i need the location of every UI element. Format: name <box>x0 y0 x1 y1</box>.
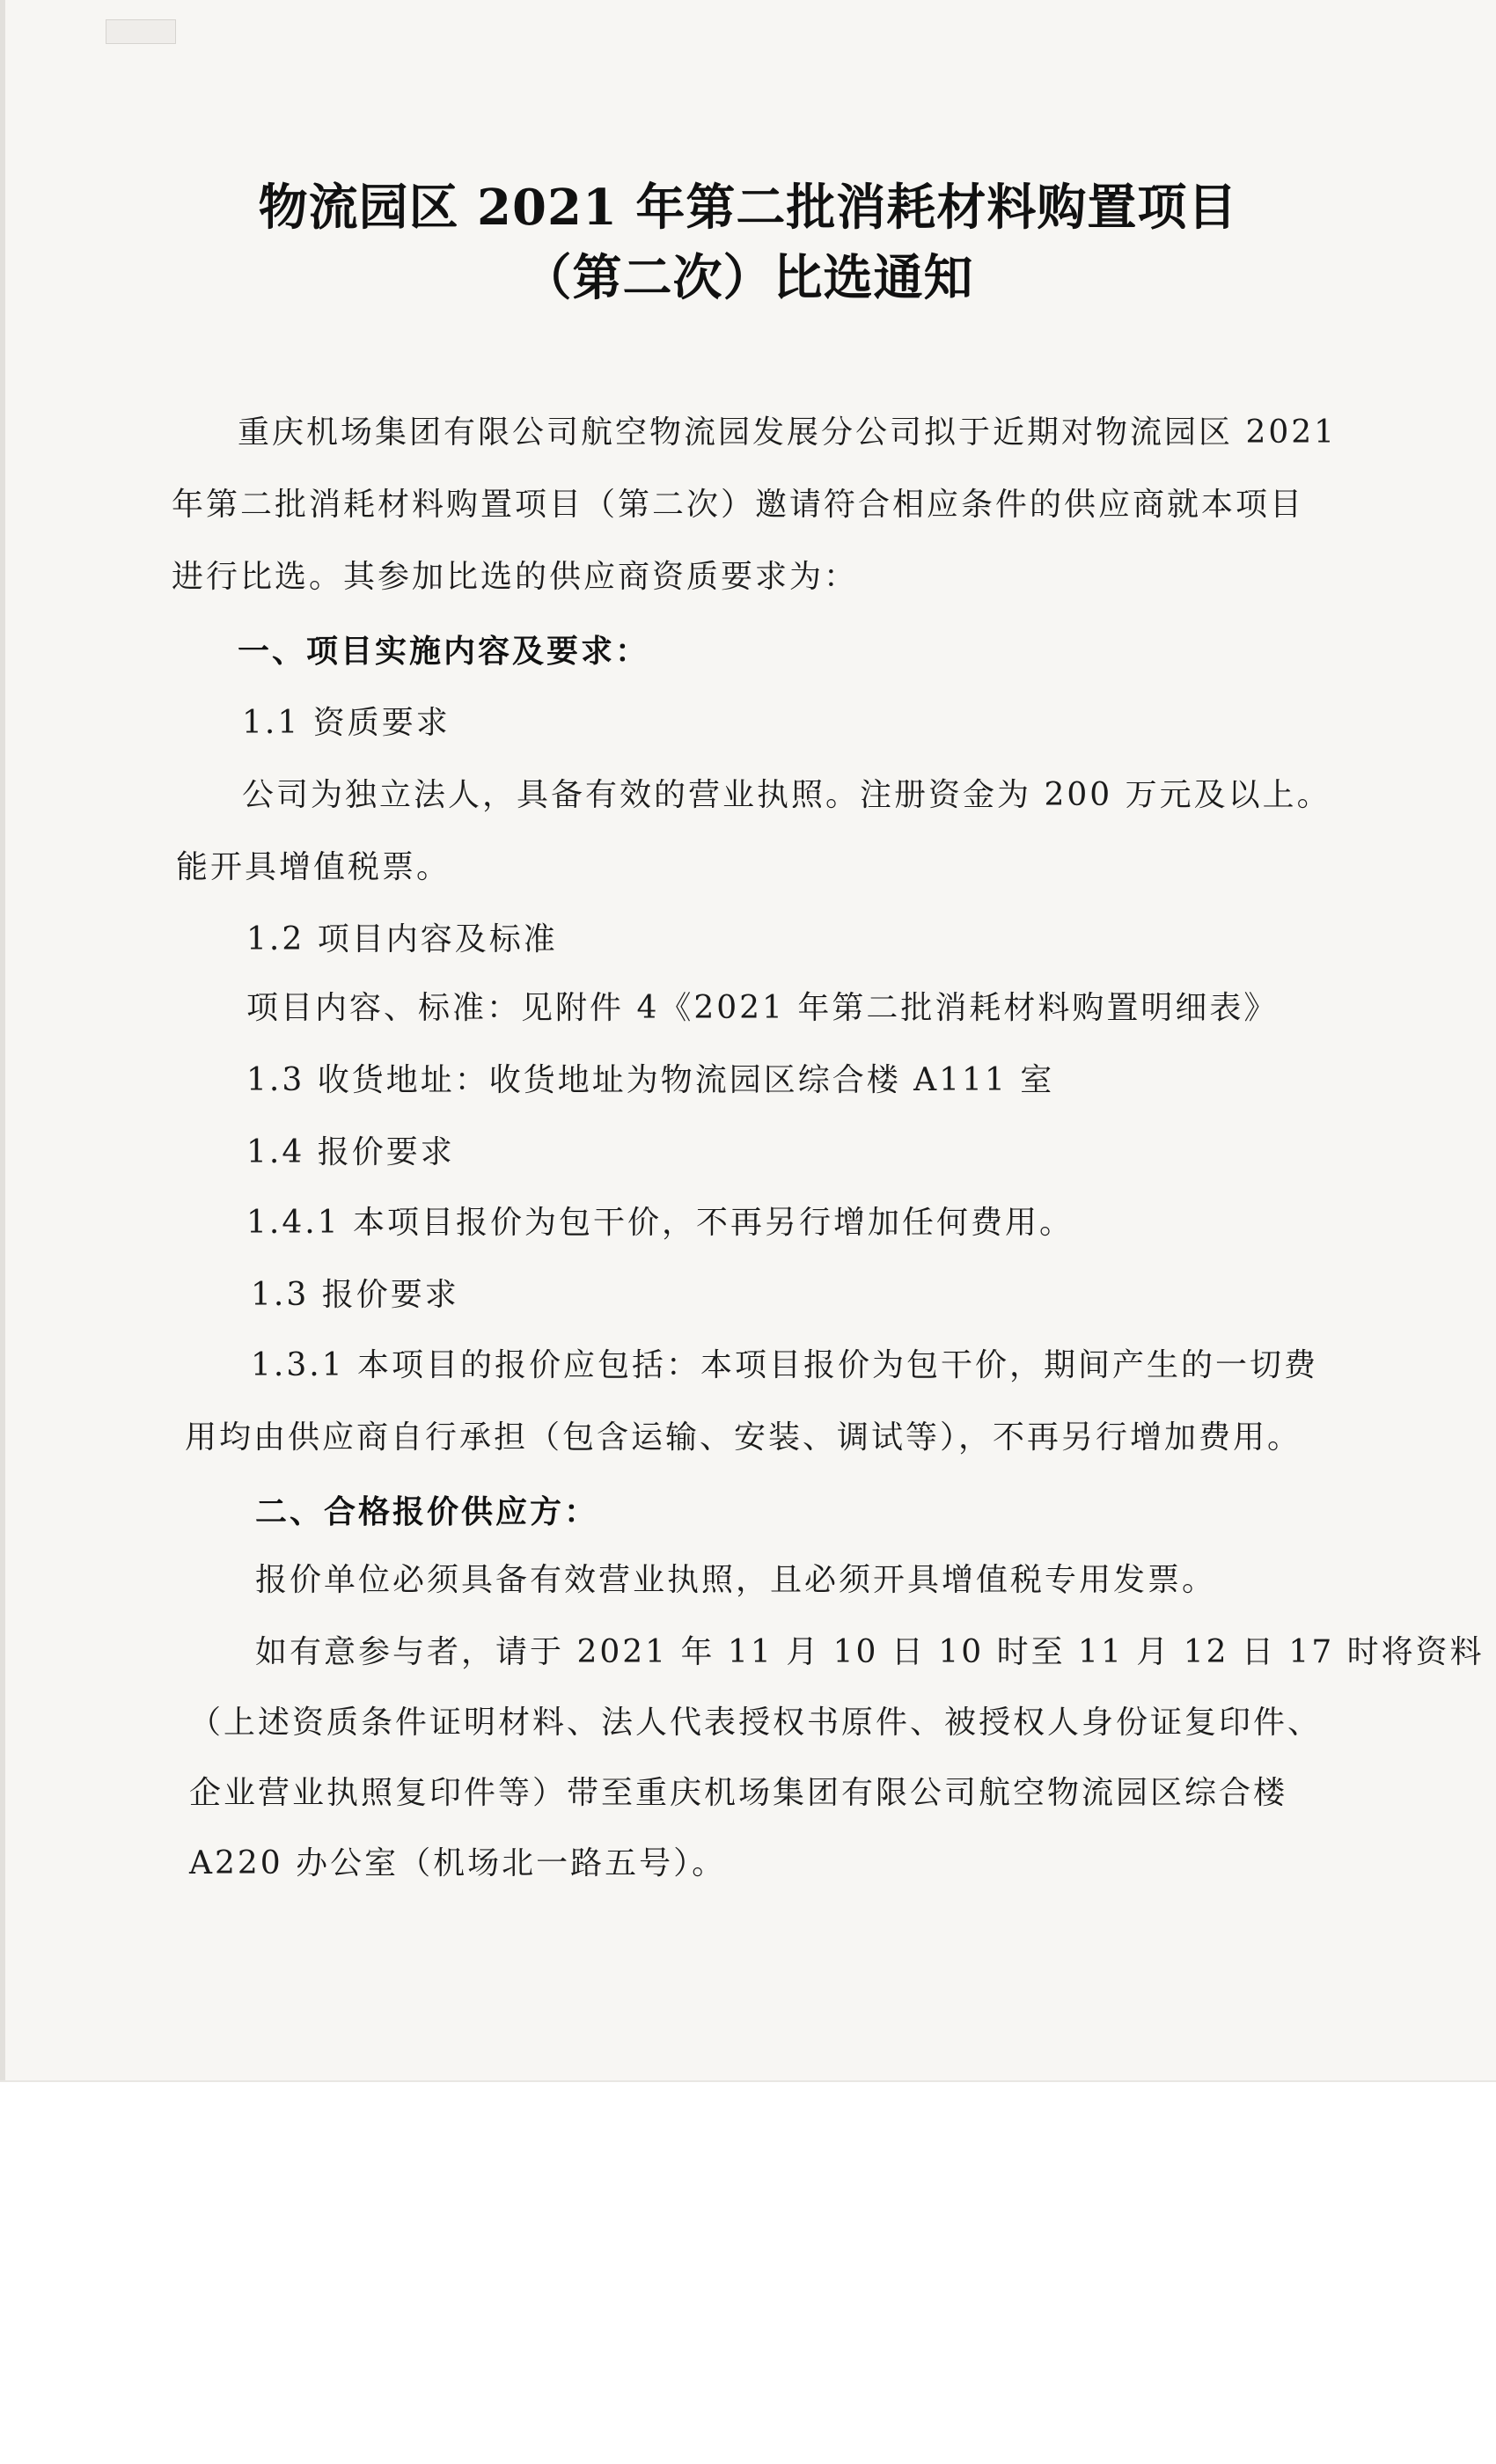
section-1-heading: 一、项目实施内容及要求： <box>238 633 650 670</box>
section-2-text-2-line-2: （上述资质条件证明材料、法人代表授权书原件、被授权人身份证复印件、 <box>189 1705 1323 1741</box>
scan-stamp-mark <box>106 19 176 44</box>
section-1-3-1-line-1: 1.3.1 本项目的报价应包括：本项目报价为包干价，期间产生的一切费 <box>251 1347 1319 1383</box>
section-1-2-text: 项目内容、标准：见附件 4《2021 年第二批消耗材料购置明细表》 <box>246 990 1279 1026</box>
intro-line-2: 年第二批消耗材料购置项目（第二次）邀请符合相应条件的供应商就本项目 <box>172 487 1305 523</box>
intro-line-1: 重庆机场集团有限公司航空物流园发展分公司拟于近期对物流园区 2021 <box>238 414 1338 451</box>
scan-edge <box>0 0 5 2081</box>
document-title-line-2: （第二次）比选通知 <box>522 249 974 307</box>
document-title-line-1: 物流园区 2021 年第二批消耗材料购置项目 <box>258 179 1238 237</box>
section-2-text-2-line-3: 企业营业执照复印件等）带至重庆机场集团有限公司航空物流园区综合楼 <box>189 1775 1288 1811</box>
section-1-1-text-line-1: 公司为独立法人，具备有效的营业执照。注册资金为 200 万元及以上。 <box>242 777 1331 813</box>
scan-bottom-edge <box>0 2080 1496 2082</box>
section-2-heading: 二、合格报价供应方： <box>255 1493 599 1530</box>
section-1-3-1-line-2: 用均由供应商自行承担（包含运输、安装、调试等），不再另行增加费用。 <box>185 1419 1302 1456</box>
section-2-text-2-line-4: A220 办公室（机场北一路五号）。 <box>189 1845 727 1881</box>
section-1-1-heading: 1.1 资质要求 <box>242 705 451 741</box>
intro-line-3: 进行比选。其参加比选的供应商资质要求为： <box>172 559 859 595</box>
section-1-2-heading: 1.2 项目内容及标准 <box>246 921 558 957</box>
section-2-text-1: 报价单位必须具备有效营业执照，且必须开具增值税专用发票。 <box>255 1562 1217 1598</box>
section-1-4-1-text: 1.4.1 本项目报价为包干价，不再另行增加任何费用。 <box>246 1205 1074 1241</box>
section-1-3b-heading: 1.3 报价要求 <box>251 1277 459 1313</box>
section-1-4-heading: 1.4 报价要求 <box>246 1134 455 1170</box>
section-2-text-2-line-1: 如有意参与者，请于 2021 年 11 月 10 日 10 时至 11 月 12 日 17 时将资料 <box>255 1634 1485 1670</box>
section-1-3-address: 1.3 收货地址：收货地址为物流园区综合楼 A111 室 <box>246 1062 1055 1098</box>
section-1-1-text-line-2: 能开具增值税票。 <box>176 849 451 885</box>
